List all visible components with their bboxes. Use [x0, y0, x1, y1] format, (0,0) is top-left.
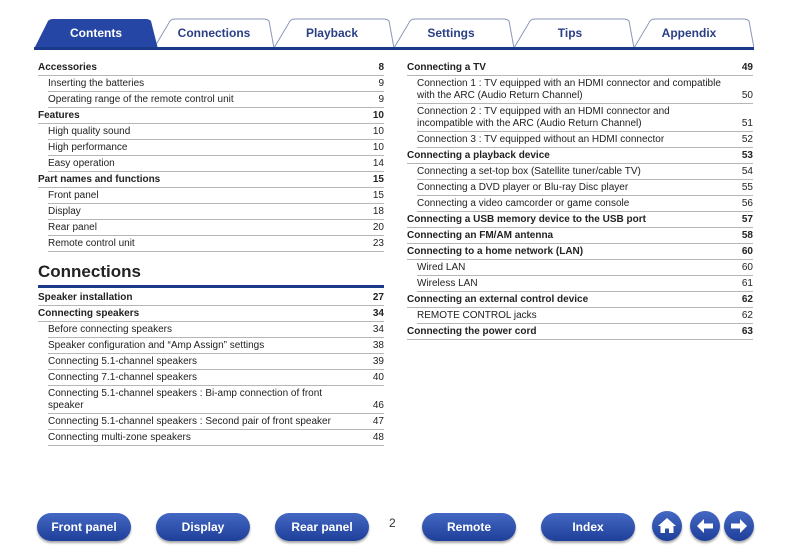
- toc-entry-title: Front panel: [48, 190, 99, 201]
- toc-entry-title: Connection 3 : TV equipped without an HDMI connector: [417, 134, 665, 145]
- toc-entry[interactable]: [48, 354, 384, 370]
- toc-entry-page: 34: [372, 324, 384, 335]
- toc-entry-page: 50: [741, 90, 753, 101]
- forward-button[interactable]: [724, 511, 754, 541]
- toc-entry[interactable]: [417, 180, 753, 196]
- toc-entry-page: 27: [372, 292, 384, 303]
- toc-entry-title: Connecting a USB memory device to the USB port: [407, 214, 646, 225]
- toc-entry-page: 15: [372, 174, 384, 185]
- toc-entry-page: 14: [372, 158, 384, 169]
- toc-entry-page: 56: [741, 198, 753, 209]
- toc-entry-page: 10: [372, 110, 384, 121]
- toc-entry-page: 46: [372, 400, 384, 411]
- toc-entry-title: Features: [38, 110, 80, 121]
- toc-entry-page: 62: [741, 310, 753, 321]
- toc-entry[interactable]: [48, 204, 384, 220]
- toc-entry-page: 34: [372, 308, 384, 319]
- toc-entry-title: Connecting an external control device: [407, 294, 589, 305]
- toc-entry-title: Connecting to a home network (LAN): [407, 246, 584, 257]
- toc-entry[interactable]: [48, 124, 384, 140]
- toc-entry[interactable]: [417, 308, 753, 324]
- page-number: 2: [389, 516, 396, 530]
- toc-entry-page: 8: [378, 62, 384, 73]
- toc-entry-page: 60: [741, 246, 753, 257]
- toc-entry-page: 9: [378, 78, 384, 89]
- toc-entry[interactable]: [417, 196, 753, 212]
- index-button[interactable]: Index: [541, 513, 635, 541]
- toc-entry-page: 62: [741, 294, 753, 305]
- toc-entry-page: 18: [372, 206, 384, 217]
- toc-heading-entry[interactable]: [407, 228, 753, 244]
- toc-heading-entry[interactable]: [38, 306, 384, 322]
- toc-entry-title: Easy operation: [48, 158, 115, 169]
- toc-connections-list-continued: [407, 60, 753, 340]
- toc-entry[interactable]: [417, 260, 753, 276]
- toc-entry-title: Connecting 7.1-channel speakers: [48, 372, 197, 383]
- toc-entry-page: 10: [372, 142, 384, 153]
- tab-playback[interactable]: Playback: [305, 26, 359, 40]
- arrow-right-icon: [724, 511, 754, 541]
- toc-entry-page: 15: [372, 190, 384, 201]
- toc-entry-page: 49: [741, 62, 753, 73]
- toc-entry-title: Display: [48, 206, 81, 217]
- toc-contents-list: [38, 60, 384, 252]
- toc-entry[interactable]: [48, 430, 384, 446]
- toc-entry-page: 52: [741, 134, 753, 145]
- toc-entry-title: Connecting multi-zone speakers: [48, 432, 191, 443]
- toc-entry-page: 53: [741, 150, 753, 161]
- toc-entry-title: Connection 2 : TV equipped with an HDMI connector and incompatible with the ARC (Audio Return Channel): [417, 106, 670, 129]
- tab-contents[interactable]: Contents: [70, 26, 122, 40]
- tab-settings[interactable]: Settings: [427, 26, 475, 40]
- toc-entry-title: REMOTE CONTROL jacks: [417, 310, 537, 321]
- toc-entry-title: Connecting speakers: [38, 308, 140, 319]
- toc-entry-title: Connecting the power cord: [407, 326, 537, 337]
- toc-entry-title: Wireless LAN: [417, 278, 478, 289]
- toc-heading-entry[interactable]: [407, 148, 753, 164]
- toc-entry[interactable]: [48, 156, 384, 172]
- tab-appendix[interactable]: Appendix: [661, 26, 717, 40]
- toc-entry-title: Connection 1 : TV equipped with an HDMI connector and compatible with the ARC (Audio Return Channel): [417, 78, 721, 101]
- toc-entry-page: 58: [741, 230, 753, 241]
- toc-entry-title: Connecting an FM/AM antenna: [407, 230, 554, 241]
- toc-entry-title: Speaker configuration and “Amp Assign” settings: [48, 340, 265, 351]
- tab-bar: [34, 18, 754, 50]
- toc-entry[interactable]: [417, 276, 753, 292]
- tab-tips[interactable]: Tips: [557, 26, 583, 40]
- toc-entry-page: 54: [741, 166, 753, 177]
- toc-entry-page: 61: [741, 278, 753, 289]
- toc-heading-entry[interactable]: [407, 60, 753, 76]
- toc-heading-entry[interactable]: [407, 244, 753, 260]
- toc-entry-page: 48: [372, 432, 384, 443]
- toc-entry-page: 40: [372, 372, 384, 383]
- toc-entry-title: Remote control unit: [48, 238, 135, 249]
- toc-entry-title: Operating range of the remote control unit: [48, 94, 234, 105]
- rear-panel-button[interactable]: Rear panel: [275, 513, 369, 541]
- tab-underline: [34, 47, 754, 50]
- toc-right-column: [407, 60, 753, 340]
- toc-entry[interactable]: [48, 220, 384, 236]
- toc-entry-page: 39: [372, 356, 384, 367]
- toc-heading-entry[interactable]: [38, 60, 384, 76]
- toc-entry-page: 9: [378, 94, 384, 105]
- toc-entry[interactable]: [48, 92, 384, 108]
- toc-connections-list: [38, 290, 384, 446]
- toc-entry[interactable]: [48, 188, 384, 204]
- toc-left-column: [38, 60, 384, 446]
- toc-heading-entry[interactable]: [407, 292, 753, 308]
- toc-entry-title: Connecting 5.1-channel speakers: [48, 356, 197, 367]
- toc-heading-entry[interactable]: [38, 172, 384, 188]
- toc-entry-page: 57: [741, 214, 753, 225]
- toc-entry[interactable]: [48, 236, 384, 252]
- toc-heading-entry[interactable]: [407, 212, 753, 228]
- toc-entry[interactable]: [417, 104, 753, 132]
- home-icon: [652, 511, 682, 541]
- toc-entry[interactable]: [48, 370, 384, 386]
- toc-entry-title: Connecting 5.1-channel speakers : Bi-amp connection of front speaker: [48, 388, 323, 411]
- toc-entry-title: High quality sound: [48, 126, 131, 137]
- toc-entry[interactable]: [48, 140, 384, 156]
- toc-entry-page: 60: [741, 262, 753, 273]
- toc-heading-entry[interactable]: [407, 324, 753, 340]
- toc-entry-title: Connecting a TV: [407, 62, 486, 73]
- toc-entry[interactable]: [48, 414, 384, 430]
- toc-entry-title: Speaker installation: [38, 292, 133, 303]
- toc-entry-title: Connecting a playback device: [407, 150, 550, 161]
- toc-entry-title: Wired LAN: [417, 262, 466, 273]
- toc-entry[interactable]: [48, 386, 384, 414]
- toc-entry[interactable]: [48, 76, 384, 92]
- toc-entry-title: Connecting a set-top box (Satellite tuner/cable TV): [417, 166, 641, 177]
- toc-entry-page: 51: [741, 118, 753, 129]
- home-button[interactable]: [652, 511, 682, 541]
- toc-entry[interactable]: [48, 338, 384, 354]
- toc-entry-page: 55: [741, 182, 753, 193]
- toc-entry-title: High performance: [48, 142, 128, 153]
- arrow-left-icon: [690, 511, 720, 541]
- toc-entry-page: 20: [372, 222, 384, 233]
- toc-entry[interactable]: [417, 76, 753, 104]
- toc-entry-page: 10: [372, 126, 384, 137]
- toc-entry-title: Before connecting speakers: [48, 324, 172, 335]
- section-title: Connections: [38, 262, 384, 288]
- toc-entry-title: Inserting the batteries: [48, 78, 145, 89]
- toc-entry-page: 23: [372, 238, 384, 249]
- toc-entry-title: Connecting a DVD player or Blu-ray Disc player: [417, 182, 629, 193]
- toc-entry-title: Part names and functions: [38, 174, 161, 185]
- toc-entry-title: Connecting a video camcorder or game console: [417, 198, 630, 209]
- toc-entry-title: Accessories: [38, 62, 97, 73]
- display-button[interactable]: Display: [156, 513, 250, 541]
- toc-entry-title: Rear panel: [48, 222, 97, 233]
- toc-entry[interactable]: [417, 164, 753, 180]
- back-button[interactable]: [690, 511, 720, 541]
- toc-entry-page: 38: [372, 340, 384, 351]
- toc-heading-entry[interactable]: [38, 108, 384, 124]
- toc-entry-page: 63: [741, 326, 753, 337]
- remote-button[interactable]: Remote: [422, 513, 516, 541]
- toc-entry[interactable]: [417, 132, 753, 148]
- toc-entry[interactable]: [48, 322, 384, 338]
- front-panel-button[interactable]: Front panel: [37, 513, 131, 541]
- toc-heading-entry[interactable]: [38, 290, 384, 306]
- toc-entry-title: Connecting 5.1-channel speakers : Second pair of front speaker: [48, 416, 331, 427]
- tab-connections[interactable]: Connections: [177, 26, 251, 40]
- toc-entry-page: 47: [372, 416, 384, 427]
